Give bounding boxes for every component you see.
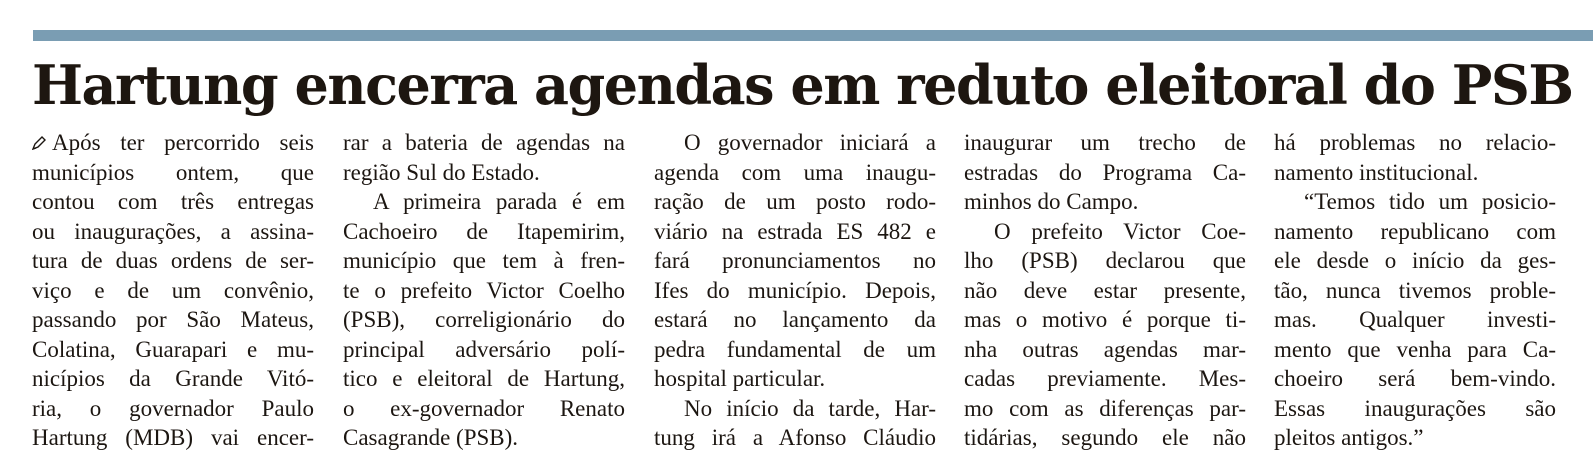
text-line: estradas do Programa Ca- bbox=[964, 159, 1246, 185]
text-line: Cachoeiro de Itapemirim, bbox=[343, 218, 625, 244]
pencil-icon bbox=[32, 136, 46, 150]
text-line: há problemas no relacio- bbox=[1274, 130, 1556, 155]
text-line: Essas inaugurações são bbox=[1274, 395, 1556, 421]
text-line: No início da tarde, Har- bbox=[684, 395, 936, 421]
article-column-2 bbox=[343, 128, 625, 453]
text-line: ou inaugurações, a assina- bbox=[32, 218, 314, 244]
text-line: namento republicano com bbox=[1274, 218, 1556, 244]
text-line: Ifes do município. Depois, bbox=[654, 277, 936, 303]
text-line: te o prefeito Victor Coelho bbox=[343, 277, 625, 303]
text-line: O prefeito Victor Coe- bbox=[994, 218, 1246, 244]
text-line: Colatina, Guarapari e mu- bbox=[32, 336, 314, 362]
text-line: minhos do Campo. bbox=[964, 189, 1139, 214]
text-line: A primeira parada é em bbox=[373, 189, 625, 214]
text-line: ele desde o início da ges- bbox=[1274, 248, 1556, 273]
text-line: viário na estrada ES 482 e bbox=[654, 218, 936, 244]
text-line: município que tem à fren- bbox=[343, 248, 625, 273]
text-line: contou com três entregas bbox=[32, 189, 314, 214]
text-line: nicípios da Grande Vitó- bbox=[32, 366, 314, 391]
text-line: Casagrande (PSB). bbox=[343, 425, 519, 450]
text-line: tidárias, segundo ele não bbox=[964, 425, 1246, 450]
text-line: lho (PSB) declarou que bbox=[964, 248, 1246, 273]
text-line: não deve estar presente, bbox=[964, 277, 1246, 303]
text-line: ração de um posto rodo- bbox=[654, 189, 936, 214]
text-line: (PSB), correligionário do bbox=[343, 307, 625, 332]
text-line: o ex-governador Renato bbox=[343, 395, 625, 421]
text-line: pleitos antigos.” bbox=[1274, 425, 1424, 450]
article-column-3 bbox=[654, 128, 936, 453]
text-line: nha outras agendas mar- bbox=[964, 336, 1246, 362]
text-line: passando por São Mateus, bbox=[32, 307, 314, 332]
text-line: cadas previamente. Mes- bbox=[964, 366, 1246, 391]
headline: Hartung encerra agendas em reduto eleitoral do PSB bbox=[32, 53, 1573, 117]
text-line: tung irá a Afonso Cláudio bbox=[654, 425, 936, 450]
text-line: principal adversário polí- bbox=[343, 336, 625, 362]
text-line: municípios ontem, que bbox=[32, 159, 314, 185]
text-line: namento institucional. bbox=[1274, 159, 1479, 185]
text-line: viço e de um convênio, bbox=[32, 277, 314, 303]
text-line: O governador iniciará a bbox=[684, 130, 936, 155]
text-line: mo com as diferenças par- bbox=[964, 395, 1246, 421]
text-line: inaugurar um trecho de bbox=[964, 130, 1246, 155]
text-line: pedra fundamental de um bbox=[654, 336, 936, 362]
text-line: fará pronunciamentos no bbox=[654, 248, 936, 273]
article-column-5 bbox=[1274, 128, 1556, 453]
text-line: rar a bateria de agendas na bbox=[343, 130, 625, 155]
text-line: Após ter percorrido seis bbox=[32, 128, 314, 158]
text-line: tão, nunca tivemos proble- bbox=[1274, 277, 1556, 303]
text-line: choeiro será bem-vindo. bbox=[1274, 366, 1556, 391]
text-line: Hartung (MDB) vai encer- bbox=[32, 425, 314, 450]
text-line: ria, o governador Paulo bbox=[32, 395, 314, 421]
article-column-4 bbox=[964, 128, 1246, 453]
text-line: estará no lançamento da bbox=[654, 307, 936, 332]
text-line: região Sul do Estado. bbox=[343, 159, 540, 185]
text-line: tico e eleitoral de Hartung, bbox=[343, 366, 625, 391]
text-line: “Temos tido um posicio- bbox=[1304, 189, 1556, 214]
text-line: mento que venha para Ca- bbox=[1274, 336, 1556, 362]
text-line: mas o motivo é porque ti- bbox=[964, 307, 1246, 332]
article-column-1 bbox=[32, 128, 314, 453]
text-line: mas. Qualquer investi- bbox=[1274, 307, 1556, 332]
text-line: tura de duas ordens de ser- bbox=[32, 248, 314, 273]
text-line: hospital particular. bbox=[654, 366, 826, 391]
text-line: agenda com uma inaugu- bbox=[654, 159, 936, 185]
section-rule bbox=[33, 30, 1593, 41]
